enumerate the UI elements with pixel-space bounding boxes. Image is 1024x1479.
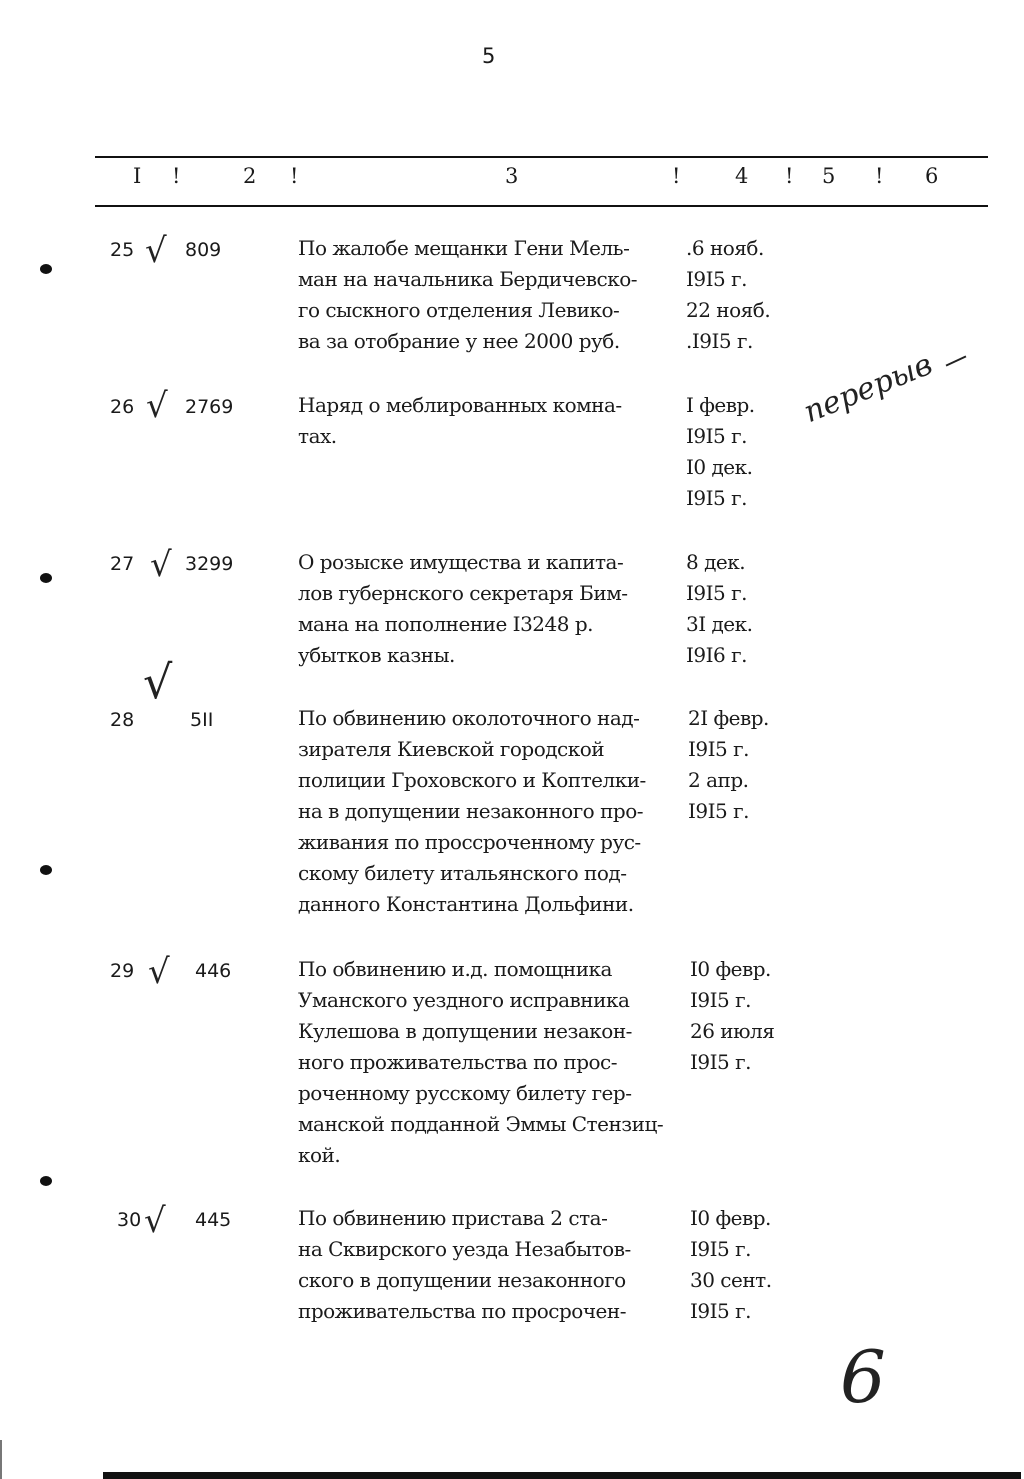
punch-hole-icon <box>40 1176 52 1186</box>
checkmark-icon: √ <box>148 952 170 992</box>
file-reference: 445 <box>195 1209 232 1231</box>
file-reference: 446 <box>195 960 232 982</box>
header-separator: ! <box>290 164 299 188</box>
header-separator: ! <box>172 164 181 188</box>
header-col-1: I <box>133 164 142 188</box>
entry-dates: I0 февр. I9I5 г. 26 июля I9I5 г. <box>690 957 775 1074</box>
checkmark-icon: √ <box>150 545 172 585</box>
entry-description: О розыске имущества и капита- лов губернского секретаря Бим- мана на пополнение I3248 р. убытков казны. <box>298 550 628 667</box>
table-header-top-rule <box>95 156 988 158</box>
entry-dates: .6 нояб. I9I5 г. 22 нояб. .I9I5 г. <box>686 236 771 353</box>
entry-number: 29 <box>110 960 135 982</box>
header-col-4: 4 <box>735 164 749 188</box>
header-col-2: 2 <box>243 164 257 188</box>
punch-hole-icon <box>40 264 52 274</box>
handwritten-mark <box>946 355 967 366</box>
entry-dates: 8 дек. I9I5 г. 3I дек. I9I6 г. <box>686 550 753 667</box>
scan-bottom-edge <box>103 1472 1021 1479</box>
scan-edge <box>0 1440 2 1479</box>
punch-hole-icon <box>40 573 52 583</box>
header-separator: ! <box>672 164 681 188</box>
file-reference: 809 <box>185 239 222 261</box>
entry-description: Наряд о меблированных комна- тах. <box>298 393 622 448</box>
page-number: 5 <box>482 44 496 68</box>
header-separator: ! <box>875 164 884 188</box>
entry-dates: I0 февр. I9I5 г. 30 сент. I9I5 г. <box>690 1206 772 1323</box>
entry-description: По обвинению околоточного над- зирателя Киевской городской полиции Гроховского и Коптелки- на в допущении незаконного про- живания по проссроченному рус- скому билету итальянского под- данного Константина Дольфини. <box>298 706 646 916</box>
header-col-3: 3 <box>505 164 519 188</box>
handwritten-sheet-number: 6 <box>840 1335 886 1419</box>
header-col-5: 5 <box>822 164 836 188</box>
table-header-bottom-rule <box>95 205 988 207</box>
file-reference: 2769 <box>185 396 234 418</box>
handwritten-note: перерыв <box>798 346 938 430</box>
file-reference: 3299 <box>185 553 234 575</box>
file-reference: 5II <box>190 709 214 731</box>
entry-dates: 2I февр. I9I5 г. 2 апр. I9I5 г. <box>688 706 769 823</box>
checkmark-icon: √ <box>146 386 168 426</box>
entry-number: 30 <box>117 1209 142 1231</box>
entry-description: По обвинению пристава 2 ста- на Сквирского уезда Незабытов- ского в допущении незаконного проживательства по просрочен- <box>298 1206 631 1323</box>
checkmark-icon: √ <box>144 1201 166 1241</box>
entry-number: 28 <box>110 709 135 731</box>
checkmark-icon: √ <box>143 655 173 709</box>
entry-number: 25 <box>110 239 135 261</box>
header-separator: ! <box>785 164 794 188</box>
punch-hole-icon <box>40 865 52 875</box>
entry-number: 26 <box>110 396 135 418</box>
entry-dates: I февр. I9I5 г. I0 дек. I9I5 г. <box>686 393 755 510</box>
entry-description: По обвинению и.д. помощника Уманского уездного исправника Кулешова в допущении незакон- ного проживательства по прос- роченному русскому билету гер- манской подданной Эммы Стензиц- кой. <box>298 957 664 1167</box>
entry-number: 27 <box>110 553 135 575</box>
header-col-6: 6 <box>925 164 939 188</box>
entry-description: По жалобе мещанки Гени Мель- ман на начальника Бердичевско- го сыскного отделения Левико- ва за отобрание у нее 2000 руб. <box>298 236 638 353</box>
checkmark-icon: √ <box>145 231 167 271</box>
